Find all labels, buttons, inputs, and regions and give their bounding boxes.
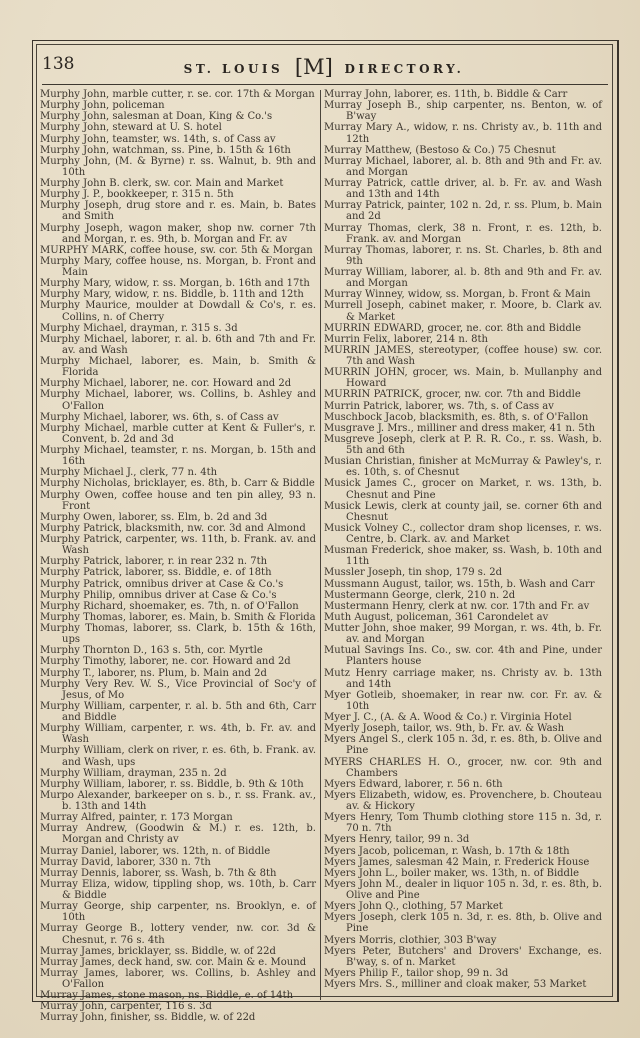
directory-entry: Murphy Mary, widow, r. ss. Morgan, b. 16th and 17th xyxy=(40,278,310,290)
directory-entry: Murray Joseph B., ship carpenter, ns. Benton, w. of B'way xyxy=(324,100,602,123)
directory-entry: Murphy Patrick, carpenter, ws. 11th, b. Frank. av. and Wash xyxy=(40,534,316,557)
directory-entry: Myers John L., boiler maker, ws. 13th, n. of Biddle xyxy=(324,867,580,879)
directory-entry: Murphy William, clerk on river, r. es. 6th, b. Frank. av. and Wash, ups xyxy=(40,745,316,768)
directory-entry: Myerly Joseph, tailor, ws. 9th, b. Fr. av. & Wash xyxy=(324,723,565,735)
header-rule xyxy=(42,84,608,85)
directory-entry: Murphy John, policeman xyxy=(40,100,165,112)
directory-entry: Murphy William, drayman, 235 n. 2d xyxy=(40,767,227,779)
directory-entry: Murphy Owen, laborer, ss. Elm, b. 2d and 3d xyxy=(40,511,268,523)
directory-entry: Murray Andrew, (Goodwin & M.) r. es. 12th, b. Morgan and Christy av xyxy=(40,823,316,846)
page-header xyxy=(40,46,608,82)
directory-entry: Murphy Patrick, laborer, r. in rear 232 n. 7th xyxy=(40,556,268,568)
directory-entry: Murray Winney, widow, ss. Morgan, b. Front & Main xyxy=(324,289,591,301)
directory-entry: Myers John M., dealer in liquor 105 n. 3d, r. es. 8th, b. Olive and Pine xyxy=(324,878,602,901)
directory-entry: Myers Henry, Tom Thumb clothing store 115 n. 3d, r. 70 n. 7th xyxy=(324,812,602,835)
directory-entry: Murray James, bricklayer, ss. Biddle, w. of 22d xyxy=(40,945,276,957)
directory-entry: Murpo Alexander, barkeeper on s. b., r. ss. Frank. av., b. 13th and 14th xyxy=(40,789,316,812)
directory-entry: Murphy Michael J., clerk, 77 n. 4th xyxy=(40,467,218,479)
directory-entry: Murphy Michael, laborer, es. Main, b. Smith & Florida xyxy=(40,356,316,379)
directory-entry: Murray Alfred, painter, r. 173 Morgan xyxy=(40,812,233,824)
directory-entry: Muth August, policeman, 361 Carondelet av xyxy=(324,611,549,623)
directory-entry: Murphy Joseph, drug store and r. es. Main, b. Bates and Smith xyxy=(40,200,316,223)
directory-entry: Murphy William, laborer, r. ss. Biddle, b. 9th & 10th xyxy=(40,778,304,790)
directory-entry: Myer Gotleib, shoemaker, in rear nw. cor. Fr. av. & 10th xyxy=(324,689,602,712)
directory-entry: Murphy Timothy, laborer, ne. cor. Howard and 2d xyxy=(40,656,291,668)
directory-entry: Murrin Patrick, laborer, ws. 7th, s. of Cass av xyxy=(324,400,554,412)
directory-entry: Myers Joseph, clerk 105 n. 3d, r. es. 8th, b. Olive and Pine xyxy=(324,912,602,935)
page-number: 138 xyxy=(42,54,75,74)
directory-entry: Murphy Philip, omnibus driver at Case & Co.'s xyxy=(40,589,277,601)
directory-entry: Murphy William, carpenter, r. ws. 4th, b. Fr. av. and Wash xyxy=(40,723,316,746)
directory-entry: Myer J. C., (A. & A. Wood & Co.) r. Virginia Hotel xyxy=(324,712,572,723)
directory-entry: Murray John, laborer, es. 11th, b. Biddle & Carr xyxy=(324,89,568,100)
directory-entry: MURRIN JOHN, grocer, ws. Main, b. Mullanphy and Howard xyxy=(324,367,602,390)
directory-entry: Myers Angel S., clerk 105 n. 3d, r. es. 8th, b. Olive and Pine xyxy=(324,734,602,757)
directory-entry: Musian Christian, finisher at McMurray & Pawley's, r. es. 10th, s. of Chesnut xyxy=(324,456,602,479)
directory-entry: Murphy Joseph, wagon maker, shop nw. corner 7th and Morgan, r. es. 9th, b. Morgan and Fr. av xyxy=(40,222,316,245)
directory-entry: Myers James, salesman 42 Main, r. Frederick House xyxy=(324,856,590,868)
directory-entry: Murphy Mary, widow, r. ns. Biddle, b. 11th and 12th xyxy=(40,289,304,301)
directory-entry: MURRIN JAMES, stereotyper, (coffee house) sw. cor. 7th and Wash xyxy=(324,344,602,367)
directory-entry: MURRIN PATRICK, grocer, nw. cor. 7th and Biddle xyxy=(324,389,581,401)
directory-entry: Mutter John, shoe maker, 99 Morgan, r. ws. 4th, b. Fr. av. and Morgan xyxy=(324,623,602,646)
directory-entry: Murphy John B. clerk, sw. cor. Main and Market xyxy=(40,178,284,189)
directory-entry: Musgrave J. Mrs., milliner and dress maker, 41 n. 5th xyxy=(324,422,596,434)
directory-entry: Myers John Q., clothing, 57 Market xyxy=(324,901,503,913)
right-column xyxy=(324,89,602,990)
directory-entry: Mussler Joseph, tin shop, 179 s. 2d xyxy=(324,567,503,579)
directory-entry: Murphy Very Rev. W. S., Vice Provincial of Soc'y of Jesus, of Mo xyxy=(40,678,316,701)
directory-entry: Murphy John, teamster, ws. 14th, s. of Cass av xyxy=(40,133,276,145)
directory-entry: Murphy Patrick, laborer, ss. Biddle, e. of 18th xyxy=(40,567,272,579)
directory-entry: Murphy John, watchman, ss. Pine, b. 15th & 16th xyxy=(40,144,291,156)
directory-entry: Mutz Henry carriage maker, ns. Christy av. b. 13th and 14th xyxy=(324,667,602,690)
directory-entry: Murray Thomas, clerk, 38 n. Front, r. es. 12th, b. Frank. av. and Morgan xyxy=(324,222,602,245)
directory-entry: Myers Elizabeth, widow, es. Provenchere, b. Chouteau av. & Hickory xyxy=(324,789,602,812)
directory-entry: Mustermann George, clerk, 210 n. 2d xyxy=(324,589,516,601)
directory-entry: Myers Jacob, policeman, r. Wash, b. 17th & 18th xyxy=(324,845,570,857)
column-divider xyxy=(320,90,321,1000)
directory-entry: Mussmann August, tailor, ws. 15th, b. Wash and Carr xyxy=(324,578,595,590)
directory-entry: Murrell Joseph, cabinet maker, r. Moore, b. Clark av. & Market xyxy=(324,300,602,323)
directory-entry: Murphy Patrick, blacksmith, nw. cor. 3d and Almond xyxy=(40,522,306,534)
directory-entry: Murray William, laborer, al. b. 8th and 9th and Fr. av. and Morgan xyxy=(324,267,602,290)
directory-entry: MURRIN EDWARD, grocer, ne. cor. 8th and Biddle xyxy=(324,322,582,334)
directory-entry: Murray John, carpenter, 116 s. 3d xyxy=(40,1001,212,1013)
directory-entry: Musick James C., grocer on Market, r. ws. 13th, b. Chesnut and Pine xyxy=(324,478,602,501)
directory-entry: Myers Mrs. S., milliner and cloak maker, 53 Market xyxy=(324,979,587,990)
directory-entry: Murray Patrick, cattle driver, al. b. Fr. av. and Wash and 13th and 14th xyxy=(324,178,602,201)
directory-entry: Myers Henry, tailor, 99 n. 3d xyxy=(324,834,470,846)
directory-entry: Murray James, laborer, ws. Collins, b. Ashley and O'Fallon xyxy=(40,967,316,990)
left-column xyxy=(40,89,316,1024)
directory-entry: Murphy John, (M. & Byrne) r. ss. Walnut, b. 9th and 10th xyxy=(40,155,316,178)
directory-entry: Murray David, laborer, 330 n. 7th xyxy=(40,856,211,868)
directory-entry: Myers Peter, Butchers' and Drovers' Exchange, es. B'way, s. of n. Market xyxy=(324,945,602,968)
directory-entry: Murphy John, marble cutter, r. se. cor. 17th & Morgan xyxy=(40,89,315,100)
directory-entry: Murray Dennis, laborer, ss. Wash, b. 7th & 8th xyxy=(40,867,277,879)
directory-entry: Murphy Michael, laborer, ws. Collins, b. Ashley and O'Fallon xyxy=(40,389,316,412)
directory-entry: Murphy Michael, laborer, ne. cor. Howard and 2d xyxy=(40,378,292,390)
directory-entry: Murray Eliza, widow, tippling shop, ws. 10th, b. Carr & Biddle xyxy=(40,878,316,901)
directory-entry: Myers Edward, laborer, r. 56 n. 6th xyxy=(324,778,503,790)
directory-entry: Murphy John, salesman at Doan, King & Co.'s xyxy=(40,111,273,123)
directory-entry: Musick Volney C., collector dram shop licenses, r. ws. Centre, b. Clark. av. and Market xyxy=(324,522,602,545)
directory-entry: MYERS CHARLES H. O., grocer, nw. cor. 9th and Chambers xyxy=(324,756,602,779)
directory-entry: Murphy Richard, shoemaker, es. 7th, n. of O'Fallon xyxy=(40,600,299,612)
directory-entry: Murphy John, steward at U. S. hotel xyxy=(40,122,222,134)
directory-entry: Murray Michael, laborer, al. b. 8th and 9th and Fr. av. and Morgan xyxy=(324,155,602,178)
directory-entry: Murphy William, carpenter, r. al. b. 5th and 6th, Carr and Biddle xyxy=(40,700,316,723)
directory-entry: Murrin Felix, laborer, 214 n. 8th xyxy=(324,333,488,345)
directory-entry: Murphy T., laborer, ns. Plum, b. Main and 2d xyxy=(40,667,267,679)
directory-entry: Murray George, ship carpenter, ns. Brooklyn, e. of 10th xyxy=(40,901,316,924)
directory-entry: Murphy Michael, marble cutter at Kent & Fuller's, r. Convent, b. 2d and 3d xyxy=(40,422,316,445)
directory-entry: Murray Thomas, laborer, r. ns. St. Charles, b. 8th and 9th xyxy=(324,244,602,267)
directory-entry: Murphy Mary, coffee house, ns. Morgan, b. Front and Main xyxy=(40,255,316,278)
directory-entry: Murphy Thomas, laborer, es. Main, b. Smith & Florida xyxy=(40,611,316,623)
directory-entry: Murphy Owen, coffee house and ten pin alley, 93 n. Front xyxy=(40,489,316,512)
directory-entry: Murphy Nicholas, bricklayer, es. 8th, b. Carr & Biddle xyxy=(40,478,315,490)
title-right: DIRECTORY. xyxy=(344,62,465,76)
directory-entry: Murphy Michael, laborer, ws. 6th, s. of Cass av xyxy=(40,411,279,423)
directory-entry: Murphy Michael, laborer, r. al. b. 6th and 7th and Fr. av. and Wash xyxy=(40,333,316,356)
directory-entry: Murray George B., lottery vender, nw. cor. 3d & Chesnut, r. 76 s. 4th xyxy=(40,923,316,946)
directory-entry: Murphy J. P., bookkeeper, r. 315 n. 5th xyxy=(40,189,234,201)
directory-entry: Murphy Thomas, laborer, ss. Clark, b. 15th & 16th, ups xyxy=(40,623,316,646)
directory-entry: MURPHY MARK, coffee house, sw. cor. 5th & Morgan xyxy=(40,244,313,256)
directory-entry: Musman Frederick, shoe maker, ss. Wash, b. 10th and 11th xyxy=(324,545,602,568)
directory-entry: Murphy Maurice, moulder at Dowdall & Co's, r. es. Collins, n. of Cherry xyxy=(40,300,316,323)
directory-entry: Murray John, finisher, ss. Biddle, w. of 22d xyxy=(40,1012,256,1024)
directory-entry: Murray Mary A., widow, r. ns. Christy av., b. 11th and 12th xyxy=(324,122,602,145)
directory-entry: Murphy Thornton D., 163 s. 5th, cor. Myrtle xyxy=(40,645,263,657)
directory-entry: Murray James, stone mason, ns. Biddle, e. of 14th xyxy=(40,990,294,1002)
directory-entry: Murray Daniel, laborer, ws. 12th, n. of Biddle xyxy=(40,845,271,857)
directory-entry: Muschbock Jacob, blacksmith, es. 8th, s. of O'Fallon xyxy=(324,411,589,423)
directory-entry: Murphy Michael, teamster, r. ns. Morgan, b. 15th and 16th xyxy=(40,445,316,468)
directory-entry: Murray Matthew, (Bestoso & Co.) 75 Chesnut xyxy=(324,144,556,156)
running-title xyxy=(40,54,608,78)
directory-entry: Murphy Michael, drayman, r. 315 s. 3d xyxy=(40,322,238,334)
directory-entry: Myers Philip F., tailor shop, 99 n. 3d xyxy=(324,967,509,979)
directory-entry: Myers Morris, clothier, 303 B'way xyxy=(324,934,497,946)
directory-entry: Musgreve Joseph, clerk at P. R. R. Co., r. ss. Wash, b. 5th and 6th xyxy=(324,433,602,456)
directory-entry: Murray James, deck hand, sw. cor. Main & e. Mound xyxy=(40,956,307,968)
directory-entry: Mustermann Henry, clerk at nw. cor. 17th and Fr. av xyxy=(324,600,590,612)
directory-entry: Murray Patrick, painter, 102 n. 2d, r. ss. Plum, b. Main and 2d xyxy=(324,200,602,223)
title-left: ST. LOUIS xyxy=(183,62,284,76)
directory-entry: Musick Lewis, clerk at county jail, se. corner 6th and Chesnut xyxy=(324,500,602,523)
directory-entry: Murphy Patrick, omnibus driver at Case & Co.'s xyxy=(40,578,284,590)
directory-entry: Mutual Savings Ins. Co., sw. cor. 4th and Pine, under Planters house xyxy=(324,645,602,668)
section-letter: [M] xyxy=(294,55,333,79)
